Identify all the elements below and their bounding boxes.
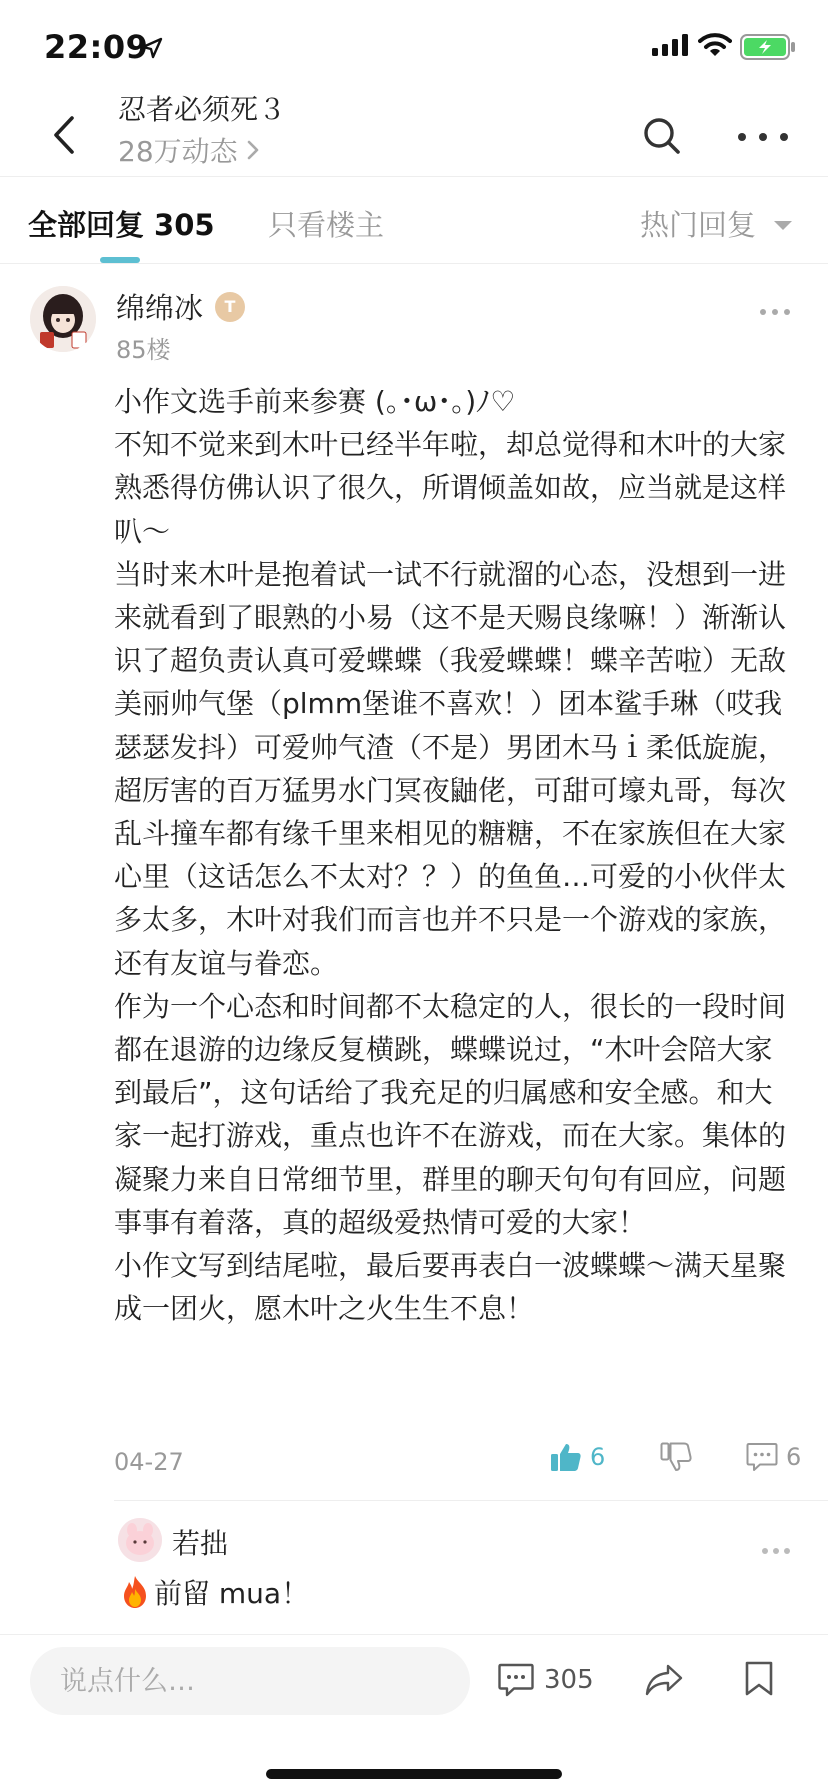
post-paragraph: 作为一个心态和时间都不太稳定的人，很长的一段时间都在退游的边缘反复横跳，蝶蝶说过，“木叶会陪大家到最后”，这句话给了我充足的归属感和安全感。和大家一起打游戏，重点也许不在游戏，而在大家。集体的凝聚力来自日常细节里，群里的聊天句句有回应，问题事事有着落，真的超级爱热情可爱的大家！: [114, 989, 787, 1239]
reply-content: 前留 mua！: [154, 1577, 310, 1610]
status-bar: [0, 0, 828, 96]
caret-down-icon: [774, 221, 792, 230]
post-date: 04-27: [114, 1448, 184, 1476]
post-paragraph: 当时来木叶是抱着试一试不行就溜的心态，没想到一进来就看到了眼熟的小易（这不是天赐良缘嘛！）渐渐认识了超负责认真可爱蝶蝶（我爱蝶蝶！蝶辛苦啦）无敌美丽帅气堡（plmm堡谁不喜欢！）团本鲨手琳（哎我瑟瑟发抖）可爱帅气渣（不是）男团木马ｉ柔低旋旎，超厉害的百万猛男水门冥夜鼬佬，可甜可壕丸哥，每次乱斗撞车都有缘千里来相见的糖糖，不在家族但在大家心里（这话怎么不太对？？）的鱼鱼…可爱的小伙伴太多太多，木叶对我们而言也并不只是一个游戏的家族，还有友谊与眷恋。: [114, 557, 787, 980]
post-paragraph: 不知不觉来到木叶已经半年啦，却总觉得和木叶的大家熟悉得仿佛认识了很久，所谓倾盖如故，应当就是这样叭～: [114, 428, 787, 548]
comment-icon: [746, 1442, 778, 1472]
reply-author[interactable]: 若拙: [172, 1527, 229, 1560]
reply-avatar[interactable]: [118, 1518, 162, 1562]
share-icon[interactable]: [644, 1663, 684, 1697]
comment-input[interactable]: [30, 1647, 470, 1715]
divider: [114, 1500, 828, 1501]
floor-number: 85楼: [116, 336, 171, 364]
thumbs-up-icon: [550, 1442, 582, 1472]
reply-text: [120, 1572, 309, 1612]
like-count: 6: [590, 1443, 606, 1471]
forum-subtitle[interactable]: [118, 130, 260, 170]
thumbs-down-icon: [660, 1442, 692, 1472]
signal-icon: [652, 34, 688, 56]
reply-tabs: [0, 177, 828, 263]
author-name: 绵绵冰: [116, 291, 204, 325]
comment-icon: [498, 1663, 534, 1697]
level-badge: T: [215, 292, 245, 322]
nav-header: [0, 93, 828, 176]
forum-title[interactable]: 忍者必须死３: [118, 93, 287, 126]
search-icon[interactable]: [640, 114, 684, 158]
status-time: 22:09: [44, 28, 149, 66]
bottom-comment-count: 305: [544, 1665, 594, 1695]
more-icon[interactable]: [738, 122, 788, 152]
chevron-right-icon: [246, 139, 260, 161]
bottom-comment-button[interactable]: [498, 1663, 594, 1697]
more-icon[interactable]: [762, 1546, 790, 1556]
bottom-bar: [0, 1634, 828, 1792]
location-arrow-icon: [140, 36, 164, 60]
dislike-button[interactable]: [660, 1442, 692, 1476]
post-author[interactable]: [116, 286, 245, 327]
sort-dropdown[interactable]: [640, 203, 792, 244]
comment-count: 6: [786, 1443, 802, 1471]
post-paragraph: 小作文写到结尾啦，最后要再表白一波蝶蝶～满天星聚成一团火，愿木叶之火生生不息！: [114, 1249, 787, 1326]
wifi-icon: [698, 32, 732, 58]
post-actions: [114, 1442, 804, 1482]
avatar[interactable]: [30, 286, 96, 352]
fire-icon: [120, 1575, 150, 1609]
dynamic-count: 28万动态: [118, 135, 238, 168]
battery-icon: [740, 34, 796, 60]
post-content: [114, 380, 790, 1330]
more-icon[interactable]: [760, 306, 790, 318]
tab-all-label: 全部回复: [28, 208, 145, 242]
home-indicator: [266, 1769, 562, 1779]
tab-all-replies[interactable]: [28, 203, 215, 244]
divider: [0, 263, 828, 264]
comment-button[interactable]: [746, 1442, 801, 1472]
back-icon: [52, 115, 76, 155]
back-button[interactable]: [44, 110, 84, 160]
bookmark-icon[interactable]: [744, 1661, 774, 1697]
tab-all-count: 305: [154, 208, 215, 242]
like-button[interactable]: [550, 1442, 605, 1472]
tab-op-only[interactable]: 只看楼主: [268, 208, 385, 242]
post-paragraph: 小作文选手前来参赛 (｡･ω･｡)ﾉ♡: [114, 385, 516, 418]
sort-label: 热门回复: [640, 208, 757, 242]
